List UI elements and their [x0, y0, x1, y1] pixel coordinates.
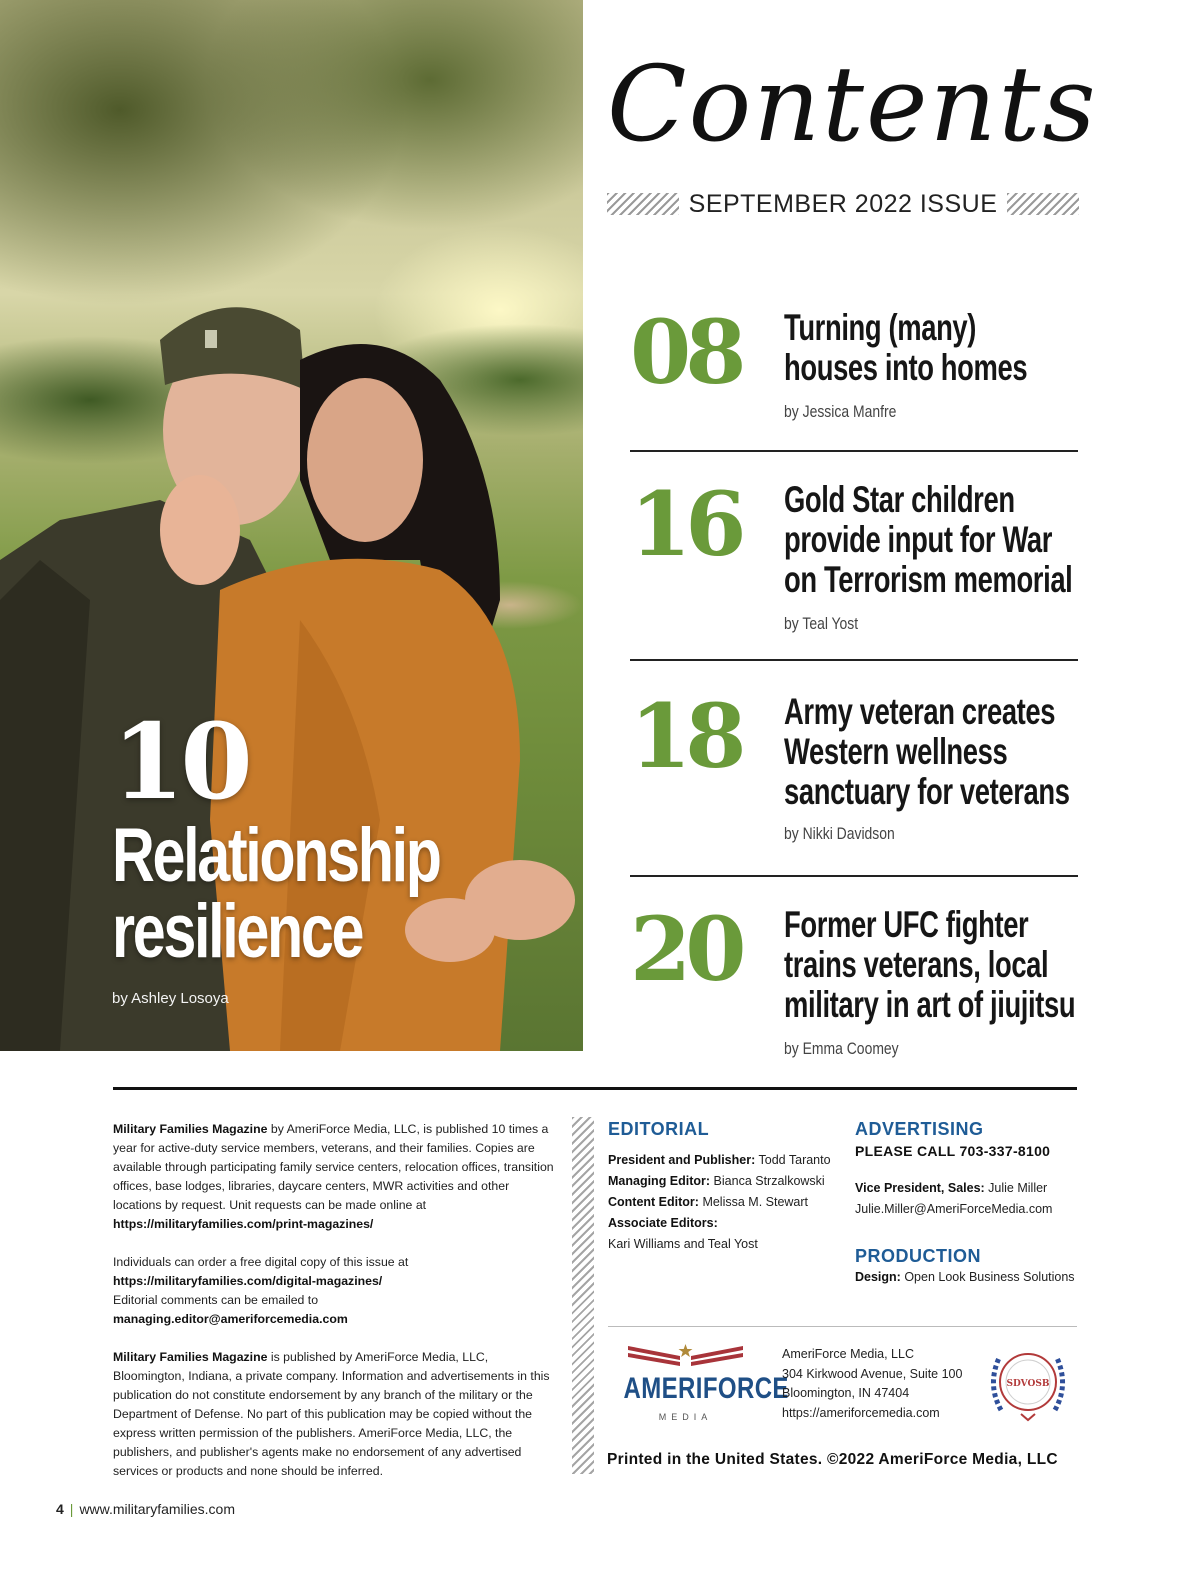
magazine-name: Military Families Magazine: [113, 1350, 268, 1364]
toc-item[interactable]: [630, 300, 1090, 438]
editorial-staff: [608, 1150, 848, 1255]
toc-title: Former UFC fighter trains veterans, local military in art of jiujitsu: [784, 904, 1076, 1025]
hero-feature: [112, 700, 572, 974]
issue-label: SEPTEMBER 2022 ISSUE: [688, 189, 998, 218]
footer-website-link[interactable]: www.militaryfamilies.com: [79, 1501, 236, 1517]
advertising-phone[interactable]: PLEASE CALL 703-337-8100: [855, 1143, 1051, 1159]
staff-name: Kari Williams and Teal Yost: [608, 1237, 758, 1251]
paragraph-text: is published by AmeriForce Media, LLC, Bloomington, Indiana, a private company. Information and advertisements in this publication do not constitute endorsement by any branch of the military or the Department of Defense. No part of this publication may be copied without the express written permission of the publishers. AmeriForce Media, LLC, the publishers, and publisher's agents make no endorsement of any advertised services or products and none should be inferred.: [113, 1350, 550, 1478]
toc-page-number: 08: [630, 300, 741, 404]
address-line: Bloomington, IN 47404: [782, 1386, 910, 1400]
sdvosb-seal-icon: [983, 1340, 1073, 1425]
section-divider: [113, 1087, 1077, 1090]
company-address: [782, 1345, 982, 1423]
page-number: 4: [56, 1501, 64, 1517]
staff-name: Todd Taranto: [755, 1153, 831, 1167]
editorial-section: [608, 1118, 848, 1255]
advertising-email-link[interactable]: Julie.Miller@AmeriForceMedia.com: [855, 1202, 1053, 1216]
production-credit: [855, 1267, 1085, 1288]
hatch-decoration-left: [607, 193, 679, 215]
page-title: Contents: [607, 43, 1098, 165]
toc-byline: by Jessica Manfre: [784, 402, 897, 421]
staff-role: Associate Editors:: [608, 1216, 718, 1230]
logo-wordmark: AMERIFORCE: [623, 1372, 789, 1405]
toc-page-number: 16: [630, 472, 741, 576]
toc-page-number: 20: [630, 897, 741, 1001]
print-magazines-link[interactable]: https://militaryfamilies.com/print-magazines/: [113, 1217, 374, 1231]
toc-divider: [630, 875, 1078, 877]
advertising-contact: [855, 1178, 1085, 1220]
page-footer: [56, 1501, 235, 1517]
toc-byline: by Nikki Davidson: [784, 824, 895, 843]
advertising-section: [855, 1118, 1085, 1220]
publication-info: [113, 1120, 559, 1500]
issue-banner: [607, 190, 1079, 218]
seal-label: SDVOSB: [1006, 1379, 1050, 1389]
digital-magazines-link[interactable]: https://militaryfamilies.com/digital-magazines/: [113, 1274, 383, 1288]
hatch-divider: [572, 1117, 594, 1474]
paragraph-text: Individuals can order a free digital copy of this issue at: [113, 1255, 409, 1269]
hero-title-line-1: Relationship: [112, 813, 440, 898]
toc-byline: by Teal Yost: [784, 614, 859, 633]
staff-name: Melissa M. Stewart: [698, 1195, 809, 1209]
logo-subtitle: MEDIA: [658, 1412, 713, 1422]
hero-title: [112, 813, 471, 974]
hero-byline: by Ashley Losoya: [112, 990, 229, 1007]
hero-title-line-2: resilience: [112, 889, 363, 974]
hatch-decoration-right: [1007, 193, 1079, 215]
editor-email-link[interactable]: managing.editor@ameriforcemedia.com: [113, 1312, 348, 1326]
production-section: [855, 1245, 1085, 1288]
production-heading: PRODUCTION: [855, 1246, 981, 1266]
cover-photo: [0, 0, 583, 1051]
paragraph-text: Editorial comments can be emailed to: [113, 1293, 319, 1307]
toc-item[interactable]: [630, 897, 1090, 1075]
company-website-link[interactable]: https://ameriforcemedia.com: [782, 1405, 940, 1420]
staff-name: Bianca Strzalkowski: [710, 1174, 825, 1188]
staff-role: President and Publisher:: [608, 1153, 756, 1167]
paragraph-text: by AmeriForce Media, LLC, is published 10 times a year for active-duty service members, veterans, and their families. Copies are available through participating family service centers, relocation offices, transition offices, base lodges, libraries, daycare centers, MWR activities and other locations by request. Unit requests can be made online at: [113, 1122, 554, 1212]
ameriforce-logo: [608, 1340, 789, 1425]
publication-paragraph: [113, 1120, 559, 1234]
logo-stripes-icon: [608, 1340, 763, 1372]
copyright-line: Printed in the United States. ©2022 AmeriForce Media, LLC: [607, 1451, 1058, 1468]
editorial-heading: EDITORIAL: [608, 1119, 710, 1139]
disclaimer-paragraph: [113, 1348, 559, 1481]
toc-title: Gold Star children provide input for War on Terrorism memorial: [784, 479, 1073, 600]
staff-role: Content Editor:: [608, 1195, 699, 1209]
divider: [608, 1326, 1077, 1327]
hero-page-number: 10: [112, 700, 249, 823]
staff-role: Vice President, Sales:: [855, 1181, 985, 1195]
advertising-heading: ADVERTISING: [855, 1119, 984, 1139]
folio-divider: |: [69, 1501, 74, 1517]
toc-title: Army veteran creates Western wellness sanctuary for veterans: [784, 691, 1070, 812]
toc-byline: by Emma Coomey: [784, 1039, 899, 1058]
address-line: 304 Kirkwood Avenue, Suite 100: [782, 1366, 963, 1381]
toc-title: Turning (many) houses into homes: [784, 307, 1028, 388]
toc-item[interactable]: [630, 472, 1090, 650]
sdvosb-seal: [983, 1340, 1073, 1425]
toc-divider: [630, 659, 1078, 661]
digital-copy-paragraph: [113, 1253, 559, 1329]
magazine-name: Military Families Magazine: [113, 1122, 268, 1136]
staff-role: Design:: [855, 1270, 901, 1284]
toc-divider: [630, 450, 1078, 452]
staff-name: Julie Miller: [984, 1181, 1048, 1195]
staff-role: Managing Editor:: [608, 1174, 711, 1188]
toc-item[interactable]: [630, 684, 1090, 862]
address-line: AmeriForce Media, LLC: [782, 1347, 914, 1361]
staff-name: Open Look Business Solutions: [900, 1270, 1075, 1284]
toc-page-number: 18: [630, 684, 741, 788]
